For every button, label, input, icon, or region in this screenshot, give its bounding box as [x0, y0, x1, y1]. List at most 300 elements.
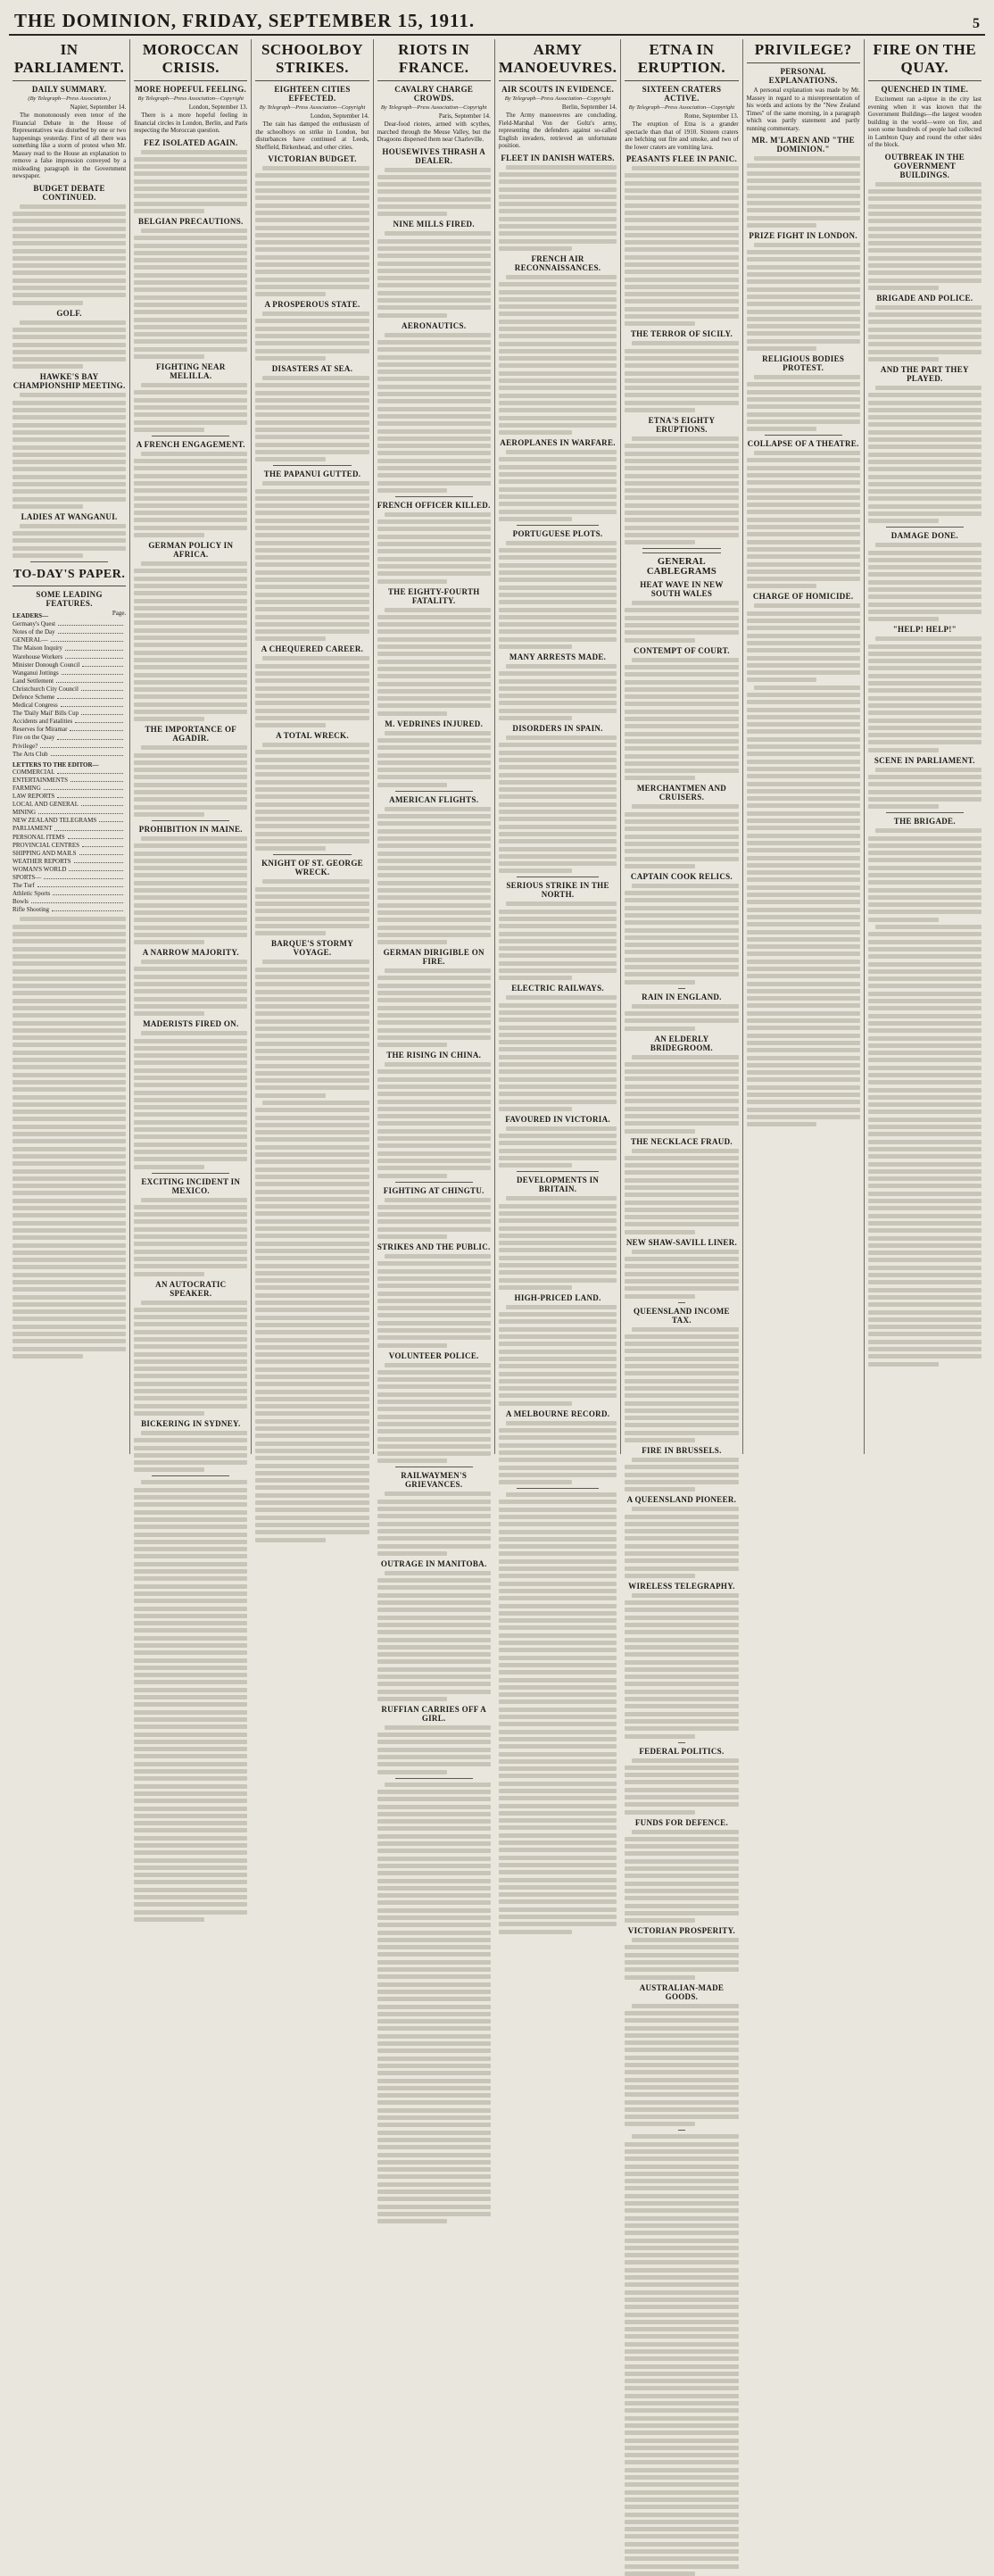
text-line	[625, 928, 738, 933]
subhead: FIGHTING AT CHINGTU.	[383, 1185, 485, 1195]
text-line	[875, 386, 982, 390]
text-line	[134, 1502, 247, 1507]
text-line	[255, 990, 369, 994]
subhead: DAMAGE DONE.	[890, 531, 958, 541]
text-line	[377, 1790, 491, 1794]
column-headline: PRIVILEGE?	[747, 39, 860, 63]
text-line	[134, 1902, 247, 1907]
text-line	[625, 1438, 695, 1442]
text-line	[868, 962, 982, 967]
toc-entry	[12, 677, 126, 686]
subhead: BELGIAN PRECAUTIONS.	[138, 216, 244, 226]
text-line	[625, 2513, 738, 2517]
text-line	[625, 2253, 738, 2257]
text-line	[134, 1576, 247, 1581]
text-line	[868, 782, 982, 786]
text-line	[625, 2534, 738, 2539]
text-line	[255, 1538, 326, 1542]
text-line	[255, 555, 369, 560]
text-line	[499, 701, 617, 705]
toc-entry	[12, 834, 126, 842]
text-line	[385, 1492, 491, 1496]
subhead: THE BRIGADE.	[893, 817, 956, 827]
text-line	[134, 194, 247, 198]
text-line	[255, 1449, 369, 1453]
text-line	[12, 249, 126, 253]
text-line	[134, 1791, 247, 1796]
text-line	[747, 877, 860, 882]
text-line	[747, 171, 860, 176]
text-line	[499, 246, 572, 251]
text-line	[499, 1092, 617, 1096]
text-line	[12, 263, 126, 268]
text-line	[868, 460, 982, 464]
text-line	[625, 717, 738, 721]
text-line	[377, 1585, 491, 1590]
text-line	[499, 1319, 617, 1324]
text-line	[377, 535, 491, 539]
text-line	[625, 1069, 738, 1074]
text-line	[747, 693, 860, 697]
text-line	[377, 881, 491, 885]
text-line	[134, 1359, 247, 1364]
text-line	[625, 1660, 738, 1665]
subhead: AN AUTOCRATIC SPEAKER.	[155, 1279, 227, 1298]
text-line	[868, 357, 939, 361]
text-line	[134, 599, 247, 603]
text-line	[868, 918, 939, 922]
text-line	[134, 694, 247, 699]
text-line	[262, 1101, 369, 1105]
text-line	[499, 1062, 617, 1067]
text-line	[625, 1431, 738, 1435]
text-line	[747, 194, 860, 198]
body-text-placeholder	[134, 960, 247, 1016]
text-line	[499, 1641, 617, 1645]
text-line	[868, 312, 982, 317]
text-line	[868, 696, 982, 701]
leader-dots	[81, 686, 123, 691]
text-line	[377, 291, 491, 295]
text-line	[12, 1021, 126, 1026]
text-line	[134, 1517, 247, 1522]
text-line	[255, 1493, 369, 1498]
text-line	[499, 1522, 617, 1526]
text-line	[625, 1114, 738, 1118]
text-line	[255, 533, 369, 537]
leader-dots	[57, 769, 123, 774]
toc-entry	[12, 620, 126, 628]
text-line	[134, 496, 247, 501]
text-line	[625, 1697, 738, 1701]
subhead: SOME LEADING FEATURES.	[36, 590, 103, 609]
text-line	[625, 1215, 738, 1219]
text-line	[868, 1043, 982, 1048]
text-line	[499, 1401, 572, 1406]
text-line	[868, 940, 982, 944]
text-line	[377, 1923, 491, 1927]
leader-dots	[70, 726, 123, 731]
text-line	[625, 2040, 738, 2045]
subhead: GERMAN POLICY IN AFRICA.	[148, 541, 234, 560]
subhead: A CHEQUERED CAREER.	[261, 644, 364, 654]
text-line	[499, 1077, 617, 1082]
text-line	[625, 2386, 738, 2390]
text-line	[625, 950, 738, 954]
text-line	[262, 481, 369, 486]
text-line	[747, 967, 860, 971]
toc-entry	[12, 898, 126, 906]
text-line	[625, 1379, 738, 1384]
body-text-placeholder	[868, 828, 982, 922]
text-line	[499, 1350, 617, 1354]
text-line	[12, 482, 126, 486]
text-line	[12, 1258, 126, 1262]
subhead: FIGHTING NEAR MELILLA.	[155, 362, 226, 381]
text-line	[747, 626, 860, 630]
text-line	[868, 1051, 982, 1055]
text-line	[499, 593, 617, 597]
text-line	[868, 422, 982, 427]
text-line	[499, 1055, 617, 1059]
columns	[9, 39, 985, 2001]
leader-dots	[82, 661, 123, 667]
text-line	[255, 846, 326, 851]
text-line	[377, 385, 491, 389]
text-line	[12, 1087, 126, 1092]
text-line	[134, 1046, 247, 1051]
text-line	[12, 1332, 126, 1336]
text-line	[625, 1616, 738, 1620]
text-line	[499, 195, 617, 199]
text-line	[377, 1422, 491, 1426]
text-line	[255, 765, 369, 769]
text-line	[499, 312, 617, 316]
text-line	[255, 585, 369, 589]
text-line	[255, 1145, 369, 1150]
subhead: FLEET IN DANISH WATERS.	[501, 153, 615, 162]
text-line	[747, 404, 860, 409]
section-rule	[886, 812, 964, 813]
text-line	[625, 2416, 738, 2421]
text-line	[499, 401, 617, 405]
text-line	[134, 1396, 247, 1400]
text-line	[255, 772, 369, 777]
text-line	[255, 435, 369, 439]
leader-dots	[51, 636, 124, 642]
text-line	[377, 1212, 491, 1217]
text-line	[134, 775, 247, 779]
text-line	[12, 437, 126, 442]
text-line	[255, 1375, 369, 1379]
text-line	[499, 615, 617, 619]
text-line	[625, 1975, 695, 1980]
text-line	[625, 2556, 738, 2561]
text-line	[255, 817, 369, 821]
body-text-placeholder	[499, 541, 617, 649]
text-line	[255, 405, 369, 410]
text-line	[377, 1227, 491, 1232]
text-line	[625, 665, 738, 669]
text-line	[747, 1041, 860, 1045]
text-line	[499, 1804, 617, 1808]
text-line	[747, 796, 860, 801]
subhead: HIGH-PRICED LAND.	[514, 1292, 601, 1302]
text-line	[255, 1197, 369, 1201]
text-line	[134, 1880, 247, 1884]
text-line	[499, 1357, 617, 1361]
text-line	[377, 2212, 491, 2216]
body-text-placeholder	[747, 243, 860, 351]
text-line	[141, 1480, 247, 1484]
text-line	[12, 947, 126, 951]
toc-entry	[12, 866, 126, 874]
section-rule	[152, 1173, 229, 1174]
text-line	[868, 748, 939, 752]
text-line	[499, 1663, 617, 1667]
text-line	[377, 1429, 491, 1433]
text-line	[12, 1287, 126, 1292]
text-line	[377, 362, 491, 367]
text-line	[625, 211, 738, 215]
text-line	[255, 420, 369, 425]
text-line	[868, 1154, 982, 1159]
text-line	[377, 1529, 491, 1533]
body-text-placeholder	[625, 2134, 738, 2576]
text-line	[377, 197, 491, 202]
text-line	[255, 383, 369, 387]
leader-dots	[31, 898, 123, 903]
dateline: Paris, September 14.	[438, 112, 491, 120]
text-line	[625, 173, 738, 178]
text-line	[255, 750, 369, 754]
text-line	[499, 839, 617, 843]
text-line	[499, 1500, 617, 1504]
text-line	[868, 866, 982, 870]
text-line	[868, 350, 982, 354]
subhead: PRIZE FIGHT IN LONDON.	[749, 230, 857, 240]
body-text-placeholder	[868, 305, 982, 361]
text-line	[134, 1039, 247, 1043]
text-line	[499, 917, 617, 921]
column-7	[743, 39, 865, 1454]
text-line	[12, 408, 126, 412]
toc-entry	[12, 890, 126, 898]
text-line	[377, 1013, 491, 1018]
text-line	[377, 888, 491, 893]
text-line	[632, 1004, 738, 1009]
subhead: DAILY SUMMARY.	[31, 85, 107, 94]
subhead: M. VEDRINES INJURED.	[385, 719, 484, 728]
text-line	[499, 1699, 617, 1704]
text-line	[747, 1077, 860, 1082]
text-line	[255, 839, 369, 843]
text-line	[747, 503, 860, 507]
text-line	[377, 1974, 491, 1979]
text-line	[255, 1516, 369, 1520]
lead-paragraph: Excitement ran a-tiptoe in the city last evening when it was known that the Government Buildings—the largest wooden building in the world—were on fire, and soon some hundreds of people had collected in Lambton Quay and round the other sides of the block.	[867, 96, 982, 149]
text-line	[134, 888, 247, 893]
text-line	[868, 504, 982, 509]
leader-dots	[62, 669, 123, 675]
subhead: THE NECKLACE FRAUD.	[630, 1136, 733, 1146]
text-line	[255, 787, 369, 792]
text-line	[868, 999, 982, 1003]
text-line	[625, 2520, 738, 2524]
text-line	[12, 1169, 126, 1174]
body-text-placeholder	[377, 512, 491, 584]
text-line	[625, 1874, 738, 1878]
subhead: FRENCH OFFICER KILLED.	[377, 500, 491, 510]
text-line	[12, 1095, 126, 1100]
text-line	[499, 1107, 572, 1111]
text-line	[868, 726, 982, 730]
body-text-placeholder	[625, 1250, 738, 1299]
subhead: CHARGE OF HOMICIDE.	[752, 592, 854, 602]
text-line	[747, 412, 860, 417]
text-line	[625, 247, 738, 252]
text-line	[134, 1120, 247, 1125]
text-line	[499, 1870, 617, 1874]
text-line	[377, 775, 491, 779]
text-line	[134, 1453, 247, 1458]
text-line	[255, 247, 369, 252]
body-text-placeholder	[625, 166, 738, 326]
lead-paragraph: The rain has damped the enthusiasm of the schoolboys on strike in London, but disturbances have continued at Leeds, Sheffield, Birkenhead, and other cities.	[255, 120, 369, 151]
text-line	[747, 722, 860, 727]
text-line	[255, 218, 369, 222]
text-line	[255, 356, 326, 361]
column-4	[374, 39, 495, 1723]
text-line	[12, 1354, 83, 1359]
text-line	[134, 680, 247, 685]
leader-dots	[61, 702, 123, 707]
text-line	[625, 672, 738, 677]
text-line	[255, 622, 369, 627]
text-line	[499, 1010, 617, 1015]
text-line	[625, 920, 738, 925]
body-text-placeholder	[377, 731, 491, 787]
text-line	[377, 859, 491, 863]
text-line	[868, 1258, 982, 1262]
toc-entry-label: MINING	[12, 809, 37, 817]
leader-dots	[81, 710, 123, 715]
text-line	[625, 1780, 738, 1784]
toc-entry-label: Minister Donough Council	[12, 661, 80, 669]
body-text-placeholder	[12, 917, 126, 1359]
text-line	[868, 1354, 982, 1359]
text-line	[377, 1623, 491, 1627]
text-line	[625, 1178, 738, 1183]
leader-dots	[99, 817, 123, 822]
body-text-placeholder	[625, 1507, 738, 1578]
text-line	[625, 1574, 695, 1578]
text-line	[134, 687, 247, 692]
text-line	[255, 334, 369, 338]
text-line	[377, 1092, 491, 1096]
text-line	[377, 175, 491, 179]
toc-entry-label: Bowls	[12, 898, 29, 906]
column-1	[9, 39, 130, 1454]
text-line	[377, 760, 491, 765]
text-line	[499, 1033, 617, 1037]
text-line	[747, 937, 860, 942]
text-line	[625, 694, 738, 699]
subhead: A MELBOURNE RECORD.	[505, 1408, 610, 1418]
text-line	[377, 984, 491, 988]
text-line	[255, 327, 369, 331]
section-rule	[678, 2130, 684, 2131]
text-line	[625, 1192, 738, 1197]
toc-entry	[12, 628, 126, 636]
toc-entry-label: LOCAL AND GENERAL	[12, 801, 79, 809]
text-line	[747, 737, 860, 742]
text-line	[625, 2149, 738, 2154]
text-line	[255, 511, 369, 515]
text-line	[141, 960, 247, 964]
text-line	[134, 1337, 247, 1342]
text-line	[12, 1065, 126, 1069]
column-headline: IN PARLIAMENT.	[12, 39, 126, 81]
text-line	[255, 810, 369, 814]
body-text-placeholder	[625, 436, 738, 544]
toc-entry-label: Defence Scheme	[12, 694, 55, 701]
text-line	[12, 286, 126, 290]
text-line	[506, 275, 617, 279]
text-line	[868, 1340, 982, 1344]
text-line	[377, 1043, 448, 1047]
text-line	[134, 202, 247, 206]
text-line	[255, 1190, 369, 1194]
text-line	[499, 939, 617, 943]
text-line	[255, 1456, 369, 1460]
text-line	[625, 965, 738, 969]
text-line	[747, 324, 860, 328]
subhead: DISORDERS IN SPAIN.	[512, 724, 603, 734]
text-line	[377, 933, 491, 937]
text-line	[747, 382, 860, 386]
text-line	[134, 1143, 247, 1147]
text-line	[747, 782, 860, 786]
text-line	[625, 2260, 738, 2264]
text-line	[625, 1667, 738, 1672]
text-line	[377, 246, 491, 251]
text-line	[262, 312, 369, 316]
text-line	[377, 1500, 491, 1504]
text-line	[499, 637, 617, 642]
text-line	[12, 1058, 126, 1062]
text-line	[12, 553, 83, 558]
text-line	[868, 895, 982, 900]
subhead: VICTORIAN BUDGET.	[268, 154, 357, 164]
text-line	[134, 852, 247, 856]
text-line	[255, 824, 369, 828]
text-line	[134, 459, 247, 463]
text-line	[377, 2167, 491, 2172]
text-line	[255, 1256, 369, 1260]
leader-dots	[69, 866, 123, 871]
leader-dots	[79, 850, 124, 855]
text-line	[625, 761, 738, 766]
text-line	[499, 1544, 617, 1549]
text-line	[377, 1313, 491, 1317]
text-line	[377, 1335, 491, 1340]
text-line	[625, 1904, 738, 1908]
text-line	[255, 832, 369, 836]
text-line	[868, 804, 939, 809]
text-line	[255, 1426, 369, 1431]
text-line	[499, 1334, 617, 1339]
